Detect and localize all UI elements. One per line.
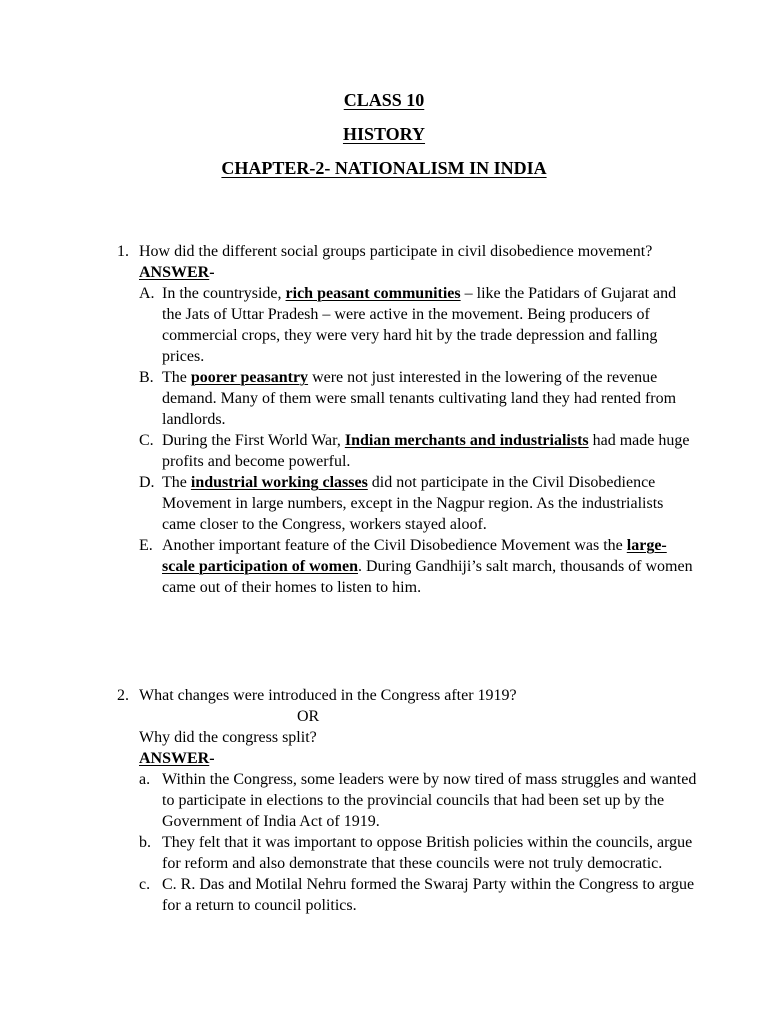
item-text-before: The	[162, 369, 191, 386]
list-item-text: C. R. Das and Motilal Nehru formed the Swaraj Party within the Congress to argue for a return to council politics.	[162, 876, 695, 914]
item-text-before: Another important feature of the Civil Disobedience Movement was the	[162, 537, 627, 554]
list-marker: A.	[139, 285, 155, 302]
list-item-text	[162, 367, 697, 430]
item-text-before: In the countryside,	[162, 285, 286, 302]
list-item-text: They felt that it was important to oppose British policies within the councils, argue for reform and also demonstrate that these councils were not truly democratic.	[162, 834, 693, 872]
list-marker: c.	[139, 876, 151, 893]
answer-list	[117, 769, 697, 916]
answer-list	[117, 283, 697, 598]
subject-heading	[0, 123, 768, 145]
question-text: How did the different social groups participate in civil disobedience movement?	[139, 243, 653, 260]
question-number: 1.	[117, 243, 129, 260]
chapter-heading	[0, 157, 768, 179]
alternate-question: Why did the congress split?	[139, 729, 317, 746]
item-text-after: had made huge profits and become powerful.	[162, 432, 690, 470]
class-heading-text: CLASS 10	[343, 90, 425, 110]
question-1	[117, 241, 697, 598]
list-item	[117, 472, 697, 535]
answer-label: ANSWER	[139, 750, 210, 767]
item-text-before: During the First World War,	[162, 432, 345, 449]
list-marker: C.	[139, 432, 154, 449]
list-marker: B.	[139, 369, 154, 386]
class-heading	[0, 89, 768, 111]
answer-label-line	[117, 262, 697, 283]
chapter-heading-text: CHAPTER-2- NATIONALISM IN INDIA	[221, 158, 547, 178]
list-marker: D.	[139, 474, 155, 491]
answer-suffix: -	[209, 750, 215, 767]
key-term: Indian merchants and industrialists	[344, 432, 589, 449]
list-item	[117, 430, 697, 472]
list-item-text: Within the Congress, some leaders were by now tired of mass struggles and wanted to participate in elections to the provincial councils that had been set up by the Government of India Act of 1919.	[162, 771, 697, 830]
or-separator: OR	[297, 708, 320, 725]
answer-label: ANSWER	[139, 264, 210, 281]
question-text: What changes were introduced in the Congress after 1919?	[139, 687, 517, 704]
item-text-after: did not participate in the Civil Disobedience Movement in large numbers, except in the Nagpur region. As the industrialists came closer to the Congress, workers stayed aloof.	[162, 474, 664, 533]
subject-heading-text: HISTORY	[342, 124, 426, 144]
list-marker: a.	[139, 771, 151, 788]
list-item	[117, 535, 697, 598]
list-item-text	[162, 535, 697, 598]
list-item	[117, 367, 697, 430]
key-term: large-scale participation of women	[162, 537, 667, 575]
item-text-after: . During Gandhiji’s salt march, thousands of women came out of their homes to listen to him.	[162, 558, 693, 596]
answer-suffix: -	[209, 264, 215, 281]
item-text-after: – like the Patidars of Gujarat and the Jats of Uttar Pradesh – were active in the movement. Being producers of commercial crops, they were very hard hit by the trade depression and falling prices.	[162, 285, 677, 365]
key-term: industrial working classes	[190, 474, 368, 491]
question-1-row	[117, 241, 697, 262]
question-2-row	[117, 685, 697, 706]
item-text-after: were not just interested in the lowering of the revenue demand. Many of them were small tenants cultivating land they had rented from landlords.	[162, 369, 677, 428]
question-number: 2.	[117, 687, 129, 704]
list-item	[117, 769, 697, 832]
list-item	[117, 874, 697, 916]
list-item	[117, 283, 697, 367]
list-item-text	[162, 283, 697, 367]
list-marker: E.	[139, 537, 153, 554]
list-item-text	[162, 472, 697, 535]
answer-label-line	[117, 748, 697, 769]
list-item	[117, 832, 697, 874]
item-text-before: The	[162, 474, 191, 491]
question-2	[117, 685, 697, 916]
key-term: rich peasant communities	[285, 285, 461, 302]
key-term: poorer peasantry	[190, 369, 309, 386]
list-marker: b.	[139, 834, 151, 851]
list-item-text	[162, 430, 697, 472]
